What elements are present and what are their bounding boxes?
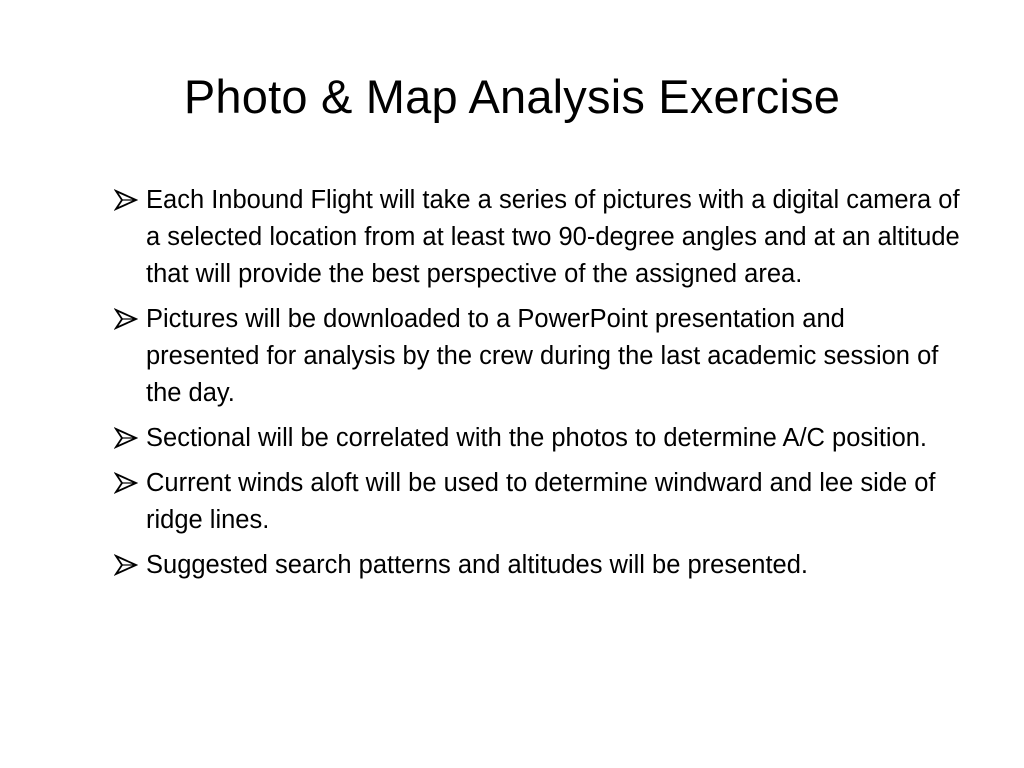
arrow-bullet-icon <box>114 427 138 449</box>
bullet-text: Each Inbound Flight will take a series of pictures with a digital camera of a selected location from at least two 90-degree angles and at an altitude that will provide the best perspective of the assigned area. <box>146 186 960 288</box>
arrow-bullet-icon <box>114 189 138 211</box>
slide-title: Photo & Map Analysis Exercise <box>183 70 841 123</box>
bullet-list <box>112 182 962 592</box>
bullet-text: Pictures will be downloaded to a PowerPoint presentation and presented for analysis by the crew during the last academic session of the day. <box>146 305 939 407</box>
bullet-text: Sectional will be correlated with the photos to determine A/C position. <box>146 424 928 452</box>
bullet-item <box>112 547 962 584</box>
arrow-bullet-icon <box>114 308 138 330</box>
arrow-bullet-icon <box>114 472 138 494</box>
bullet-item <box>112 301 962 412</box>
bullet-item <box>112 465 962 539</box>
bullet-item <box>112 420 962 457</box>
bullet-text: Suggested search patterns and altitudes will be presented. <box>146 551 809 579</box>
bullet-text: Current winds aloft will be used to determine windward and lee side of ridge lines. <box>146 469 936 534</box>
bullet-item <box>112 182 962 293</box>
arrow-bullet-icon <box>114 554 138 576</box>
